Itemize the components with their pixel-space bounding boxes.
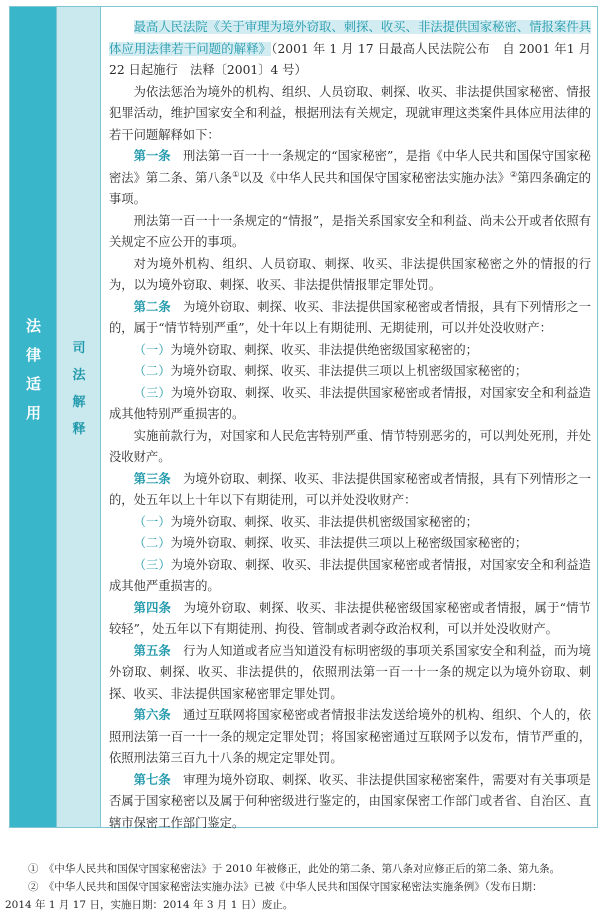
item-text: 为境外窃取、刺探、收买、非法提供机密级国家秘密的；: [170, 514, 478, 529]
article-label: 第五条: [133, 643, 171, 658]
article-text: 为境外窃取、刺探、收买、非法提供国家秘密或者情报，具有下列情形之一的，属于“情节特别严重”，处十年以上有期徒刑、无期徒刑，可以并处没收财产：: [109, 299, 591, 335]
article-text: 以及《中华人民共和国保守国家秘密法实施办法》: [239, 170, 510, 185]
article-text: 通过互联网将国家秘密或者情报非法发送给境外的机构、组织、个人的，依照刑法第一百一十一条的规定定罪处罚；将国家秘密通过互联网予以发布，情节严重的，依照刑法第三百九十八条的规定定罪处罚。: [109, 708, 591, 765]
footnotes: [0, 860, 600, 914]
secondary-char: 释: [72, 422, 86, 437]
item-label: （三）: [133, 385, 171, 400]
content-frame: [9, 6, 598, 828]
footnote-mark: ①: [28, 863, 39, 875]
article-3-item-1: [109, 512, 591, 534]
article-2-para-2: 实施前款行为，对国家和人民危害特别严重、情节特别恶劣的，可以判处死刑，并处没收财产。: [109, 428, 591, 464]
item-label: （一）: [133, 514, 171, 529]
article-text: 第四条确定的事项。: [109, 170, 591, 206]
document-body: [109, 17, 591, 834]
footnote-ref-2: ②: [509, 169, 518, 179]
primary-char: 律: [25, 346, 41, 364]
footnote-text: 《中华人民共和国保守国家秘密法实施办法》已被《中华人民共和国保守国家秘密法实施条例》（发布日期：: [49, 881, 543, 893]
article-label: 第六条: [133, 708, 171, 722]
footnote-2: [0, 878, 600, 896]
article-3-item-3: [109, 555, 591, 598]
secondary-category-label: [57, 335, 101, 443]
article-5: [109, 641, 591, 706]
article-text: 刑法第一百一十一条规定的“国家秘密”，是指《中华人民共和国保守国家秘密法》第二条、第八条: [109, 149, 591, 185]
item-label: （二）: [133, 364, 171, 378]
footnote-ref-1: ①: [232, 169, 240, 179]
title-line-1: 最高人民法院《关于审理为境外窃取、刺探、收买、非法提供国家秘密、情报案: [133, 20, 567, 34]
article-text: 为境外窃取、刺探、收买、非法提供国家秘密或者情报，具有下列情形之一的，处五年以上十年以下有期徒刑，可以并处没收财产：: [109, 471, 591, 507]
article-2-item-3: [109, 383, 591, 426]
secondary-char: 解: [72, 395, 86, 410]
intro-paragraph: 为依法惩治为境外的机构、组织、人员窃取、刺探、收买、非法提供国家秘密、情报犯罪活动，维护国家安全和利益，根据刑法有关规定，现就审理这类案件具体应用法律的若干问题解释如下：: [109, 84, 591, 142]
secondary-char: 司: [72, 341, 86, 356]
article-label: 第二条: [133, 299, 171, 314]
item-text: 为境外窃取、刺探、收买、非法提供三项以上秘密级国家秘密的；: [170, 536, 528, 550]
source-info-line-2: 1 月 22 日起施行 法释〔2001〕4 号）: [109, 41, 591, 77]
article-label: 第七条: [133, 772, 171, 787]
primary-char: 适: [25, 375, 41, 393]
article-3: [109, 469, 591, 512]
article-label: 第四条: [133, 600, 172, 615]
item-label: （一）: [133, 342, 171, 357]
footnote-text: 《中华人民共和国保守国家秘密法》于 2010 年被修正，此处的第二条、第八条对应修正后的第二条、第九条。: [49, 863, 561, 875]
footnote-1: [0, 860, 600, 878]
primary-char: 用: [25, 404, 41, 422]
secondary-category-column: [57, 7, 101, 827]
secondary-char: 法: [72, 368, 86, 383]
primary-category-column: [10, 7, 57, 827]
article-text: 审理为境外窃取、刺探、收买、非法提供国家秘密案件，需要对有关事项是否属于国家秘密以及属于何种密级进行鉴定的，由国家保密工作部门或者省、自治区、直辖市保密工作部门鉴定。: [109, 772, 591, 830]
primary-category-label: [10, 312, 57, 428]
item-label: （三）: [133, 557, 171, 572]
source-info-line-1: （2001 年 1 月 17 日最高人民法院公布 自 2001 年: [271, 41, 567, 56]
article-7: [109, 770, 591, 835]
item-text: 为境外窃取、刺探、收买、非法提供绝密级国家秘密的；: [170, 342, 478, 357]
item-text: 为境外窃取、刺探、收买、非法提供国家秘密或者情报，对国家安全和利益造成其他严重损害的。: [109, 557, 591, 593]
article-1-para-2: 刑法第一百一十一条规定的“情报”，是指关系国家安全和利益、尚未公开或者依照有关规定不应公开的事项。: [109, 213, 591, 249]
article-4: [109, 598, 591, 641]
article-label: 第一条: [133, 149, 171, 163]
item-text: 为境外窃取、刺探、收买、非法提供三项以上机密级国家秘密的；: [170, 364, 528, 378]
item-label: （二）: [133, 536, 171, 550]
footnote-2-cont: 2014 年 1 月 17 日，实施日期：2014 年 3 月 1 日）废止。: [5, 899, 294, 911]
article-6: [109, 705, 591, 770]
primary-char: 法: [25, 317, 41, 335]
article-1: [109, 146, 591, 211]
article-2-item-1: [109, 340, 591, 362]
article-text: 行为人知道或者应当知道没有标明密级的事项关系国家安全和利益，而为境外窃取、刺探、收买、非法提供的，依照刑法第一百一十一条的规定以为境外窃取、刺探、收买、非法提供国家秘密罪定罪处罚。: [109, 643, 591, 701]
document-header: [109, 17, 591, 82]
item-text: 为境外窃取、刺探、收买、非法提供国家秘密或者情报，对国家安全和利益造成其他特别严重损害的。: [109, 385, 591, 421]
article-3-item-2: [109, 533, 591, 555]
article-label: 第三条: [133, 471, 171, 486]
title-line-2: 件具体应用法律若干问题的解释》: [109, 20, 591, 56]
article-2-item-2: [109, 361, 591, 383]
article-1-para-3: 对为境外机构、组织、人员窃取、刺探、收买、非法提供国家秘密之外的情报的行为，以为境外窃取、刺探、收买、非法提供情报罪定罪处罚。: [109, 256, 591, 292]
article-2: [109, 297, 591, 340]
article-text: 为境外窃取、刺探、收买、非法提供秘密级国家秘密或者情报，属于“情节较轻”，处五年以下有期徒刑、拘役、管制或者剥夺政治权利，可以并处没收财产。: [109, 600, 591, 636]
footnote-mark: ②: [28, 881, 39, 893]
